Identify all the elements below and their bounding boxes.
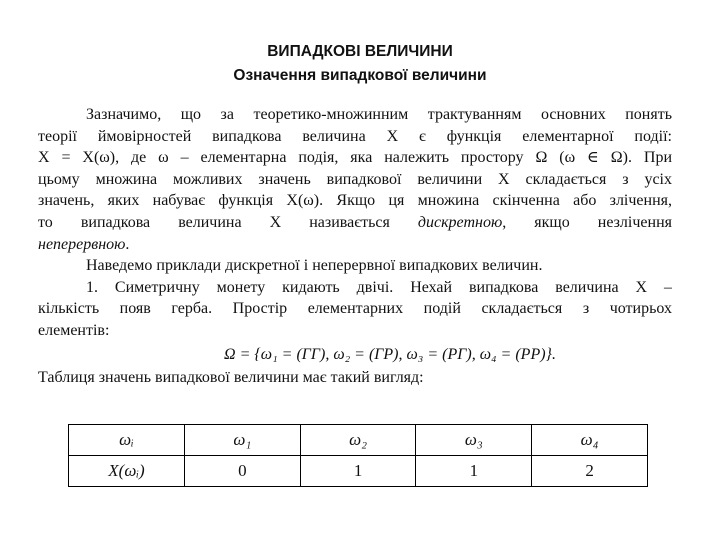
table-intro: Таблиця значень випадкової величини має такий вигляд: — [38, 369, 424, 387]
term-discrete: дискретною — [417, 213, 503, 231]
table-cell: 1 — [300, 456, 416, 487]
table-header-cell: ω₂ — [300, 425, 416, 456]
example1-line2: кількість появ герба. Простір елементарних подій складається з чотирьох — [38, 300, 672, 318]
paragraph1-line7 — [38, 234, 672, 256]
text-body — [38, 104, 672, 389]
table-header-cell: ω₁ — [184, 425, 300, 456]
term-continuous: неперервною — [38, 235, 126, 253]
values-table — [68, 424, 648, 487]
paragraph1-line3: X = X(ω), де ω – елементарна подія, яка належить простору Ω (ω ∈ Ω). При — [38, 149, 672, 167]
line6-tail: , якщо незлічення — [502, 213, 672, 231]
table-header-row — [69, 425, 648, 456]
table-header-cell: ωᵢ — [69, 425, 185, 456]
table-cell: 1 — [416, 456, 532, 487]
sample-space-formula: Ω = {ω₁ = (ГГ), ω₂ = (ГР), ω₃ = (РГ), ω₄ = (РР)}. — [224, 345, 556, 363]
table-header-cell: ω₄ — [532, 425, 648, 456]
table-cell: X(ωᵢ) — [69, 456, 185, 487]
line6-text: то випадкова величина X називається — [38, 213, 390, 231]
table-cell: 2 — [532, 456, 648, 487]
paragraph1-line1: Зазначимо, що за теоретико-множинним трактуванням основних понять — [86, 106, 672, 123]
table-cell: 0 — [184, 456, 300, 487]
table-row — [69, 456, 648, 487]
line7-tail: . — [125, 235, 130, 253]
paragraph1-line6 — [38, 212, 672, 234]
paragraph1-line5: значень, яких набуває функція X(ω). Якщо ця множина скінченна або злічення, — [38, 192, 672, 210]
page-title: ВИПАДКОВІ ВЕЛИЧИНИ — [267, 43, 453, 60]
paragraph1-line2: теорії ймовірностей випадкова величина X є функція елементарної події: — [38, 127, 672, 145]
paragraph2: Наведемо приклади дискретної і неперервної випадкових величин. — [86, 257, 543, 275]
paragraph1-line4: цьому множина можливих значень випадкової величини X складається з усіх — [38, 170, 672, 188]
page-subtitle: Означення випадкової величини — [233, 67, 487, 84]
example1-line3: елементів: — [38, 321, 110, 339]
example1-line1: 1. Симетричну монету кидають двічі. Нехай випадкова величина X – — [86, 278, 672, 296]
table-header-cell: ω₃ — [416, 425, 532, 456]
